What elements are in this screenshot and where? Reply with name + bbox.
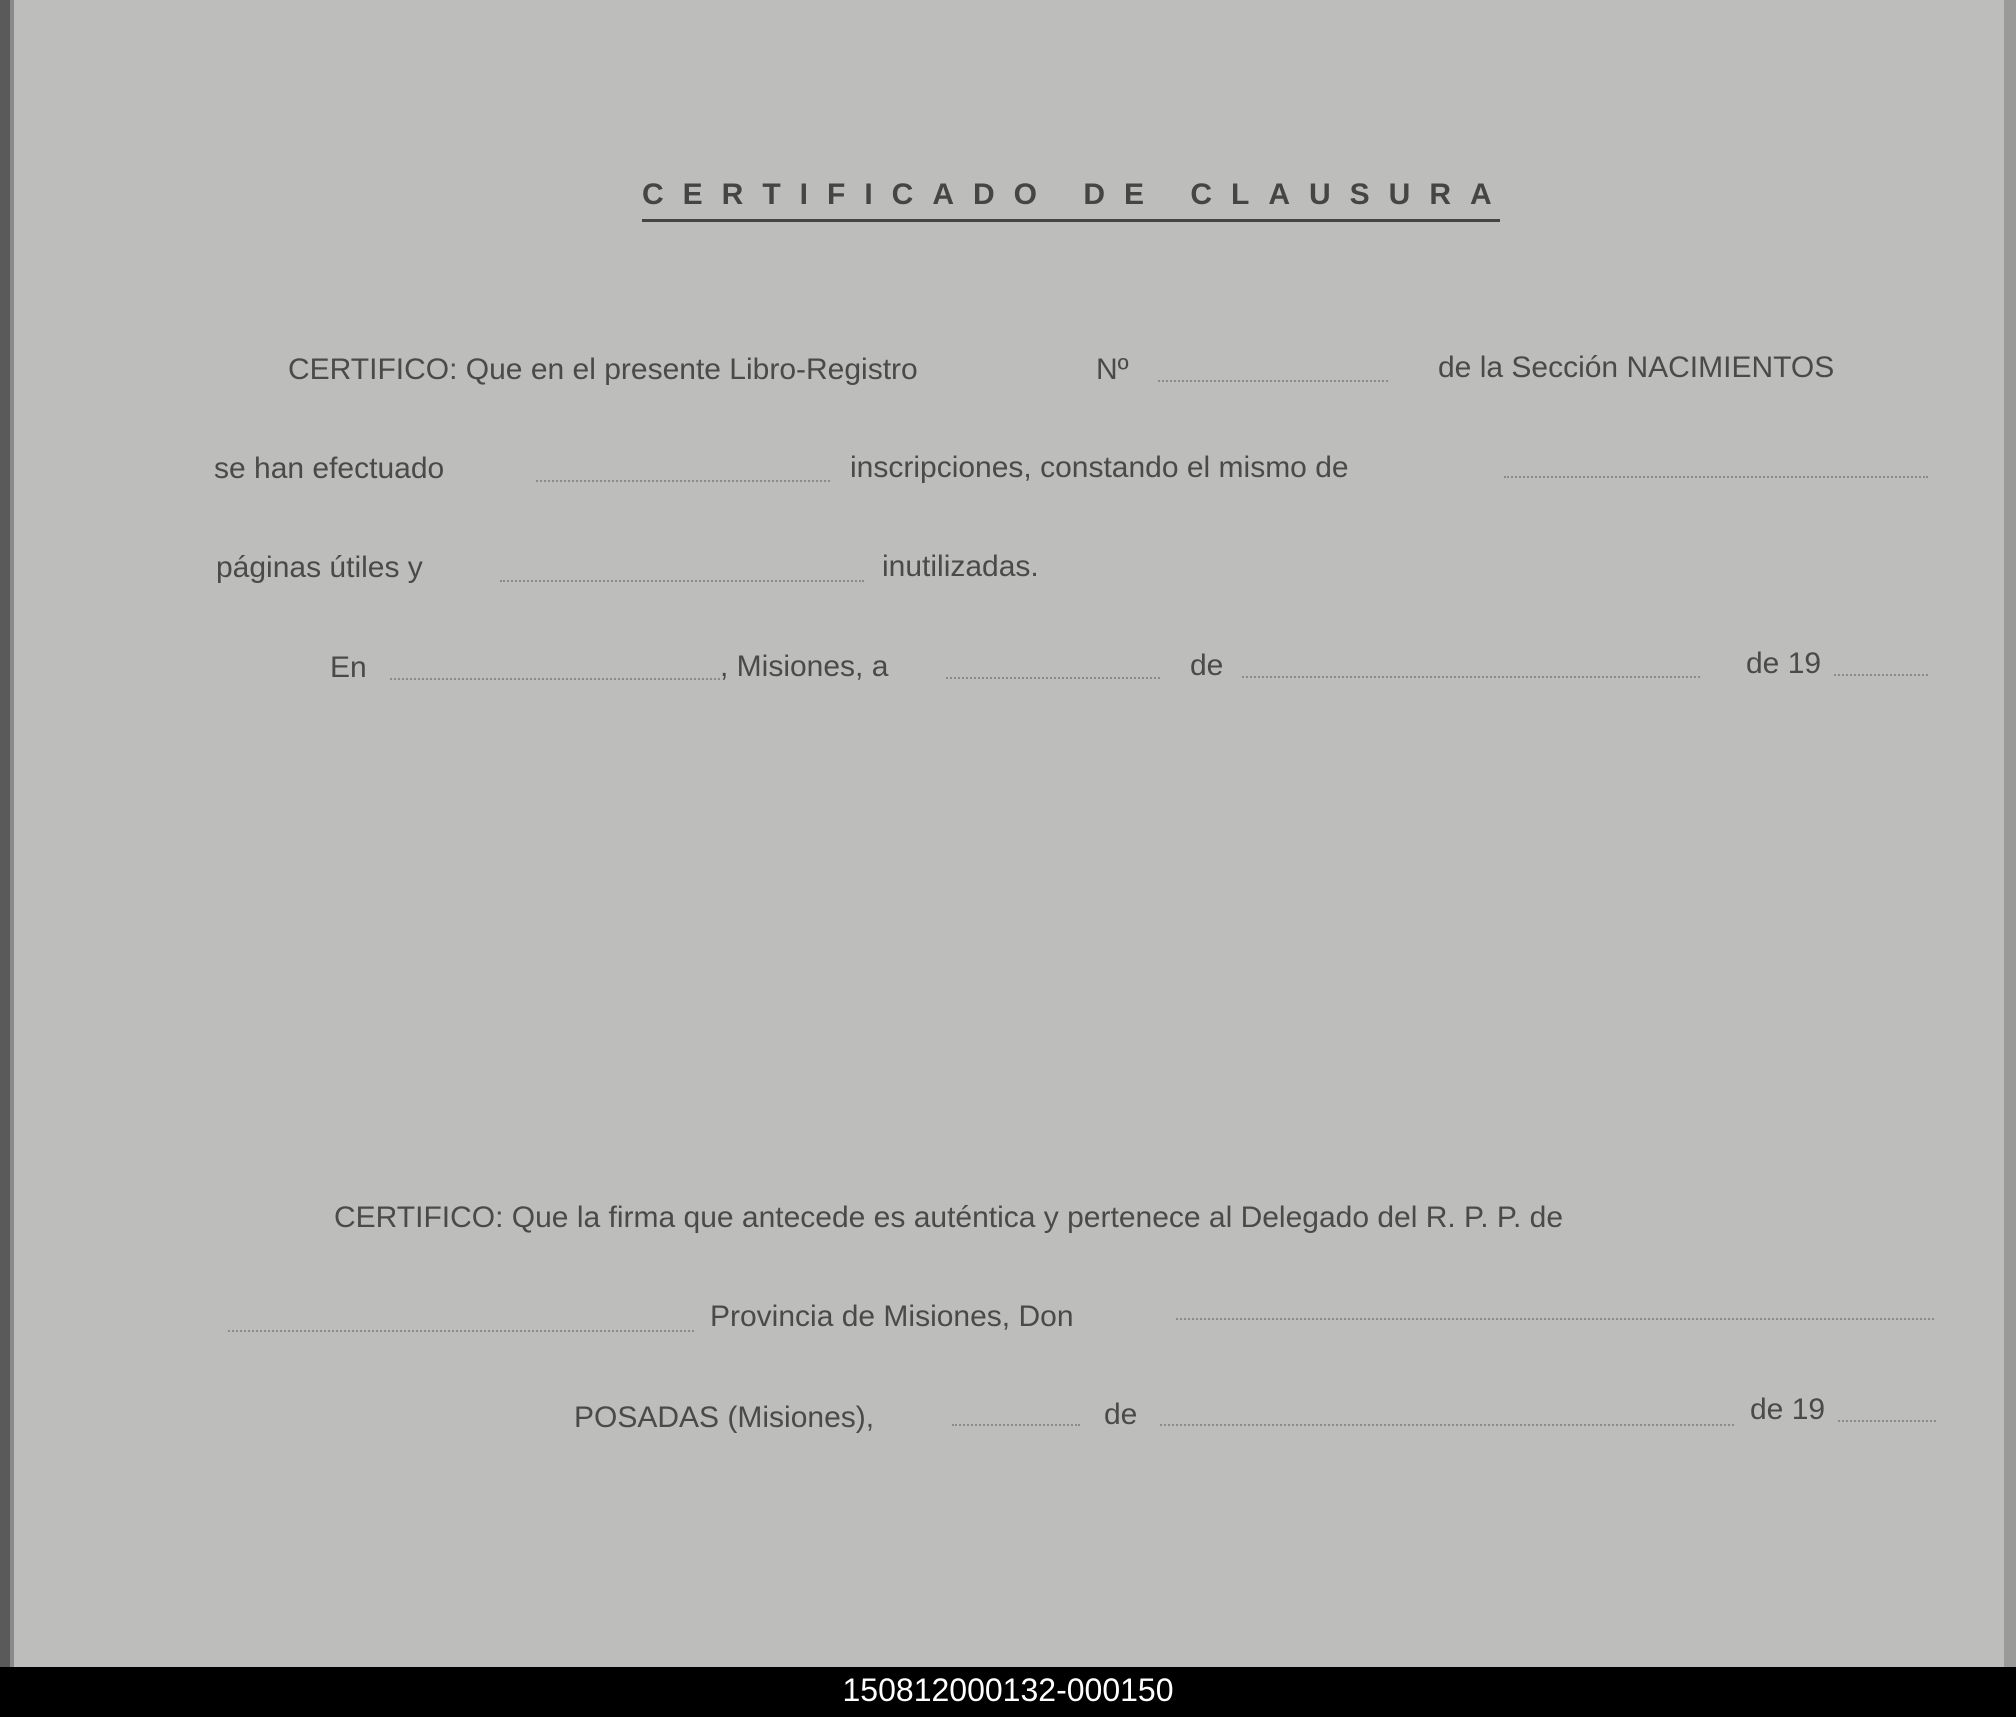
para2-line1-text: CERTIFICO: Que la firma que antecede es auténtica y pertenece al Delegado del R. P. P. de [334, 1201, 1564, 1234]
para1-number-label: Nº [1096, 353, 1129, 386]
date2-year-label: de 19 [1750, 1393, 1826, 1426]
para1-line2-text-b: inscripciones, constando el mismo de [850, 451, 1349, 484]
paginas-utiles-field[interactable] [1504, 476, 1928, 478]
para2-line3-place: POSADAS (Misiones), [574, 1401, 875, 1434]
date1-de-label: de [1190, 649, 1224, 682]
date2-month-field[interactable] [1160, 1424, 1734, 1426]
date1-misiones-label: , Misiones, a [720, 650, 889, 683]
date1-place-field[interactable] [390, 678, 720, 680]
scan-id-label: 150812000132-000150 [842, 1672, 1174, 1708]
para1-line2-text: se han efectuado [214, 452, 445, 485]
para2-don-name-field[interactable] [1176, 1318, 1934, 1320]
paginas-inutilizadas-field[interactable] [500, 580, 864, 582]
date2-day-field[interactable] [952, 1424, 1080, 1426]
date1-month-field[interactable] [1242, 676, 1700, 678]
para2-delegacion-field[interactable] [228, 1330, 694, 1332]
inscripciones-count-field[interactable] [536, 480, 830, 482]
para1-line3-text: páginas útiles y [216, 551, 423, 584]
date1-year-label: de 19 [1746, 647, 1822, 680]
date2-year-field[interactable] [1838, 1420, 1936, 1422]
title-underline [642, 219, 1500, 222]
date2-de-label: de [1104, 1398, 1138, 1431]
libro-number-field[interactable] [1158, 380, 1388, 382]
para1-line1-section: de la Sección NACIMIENTOS [1438, 351, 1835, 384]
page-edge-left [0, 0, 10, 1667]
date1-day-field[interactable] [946, 677, 1160, 679]
page-edge-left-inner [10, 0, 14, 1667]
para2-line2-text: Provincia de Misiones, Don [710, 1300, 1074, 1333]
date1-year-field[interactable] [1834, 674, 1928, 676]
para1-line3-text-b: inutilizadas. [882, 550, 1039, 583]
page-edge-right [2004, 0, 2016, 1667]
para1-line1-text: CERTIFICO: Que en el presente Libro-Registro [288, 353, 918, 386]
document-title: CERTIFICADO DE CLAUSURA [642, 178, 1511, 211]
date1-en-label: En [330, 651, 367, 684]
